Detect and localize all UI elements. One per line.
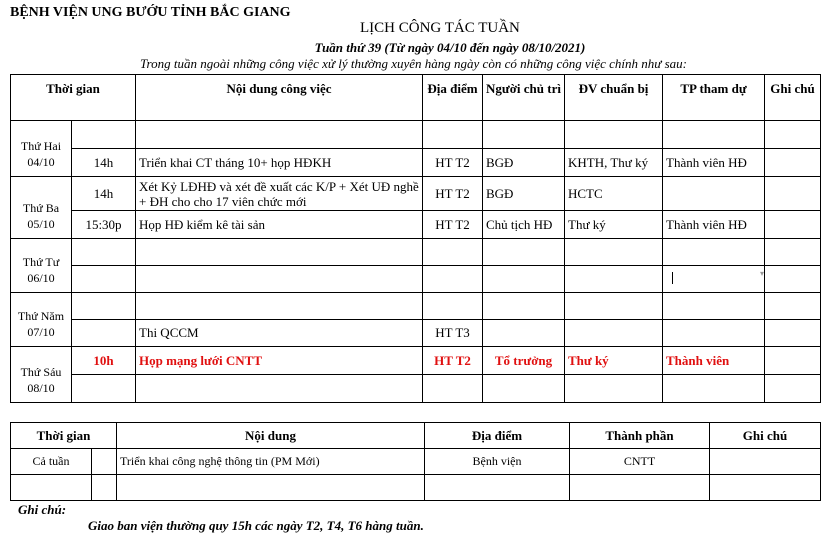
table-row bbox=[11, 449, 821, 475]
row-content: Họp HĐ kiểm kê tài sản bbox=[136, 211, 423, 239]
row-place: HT T3 bbox=[423, 320, 483, 347]
table-row bbox=[11, 475, 821, 501]
row-time: 14h bbox=[72, 149, 136, 177]
header-time: Thời gian bbox=[11, 423, 117, 449]
header-host: Người chủ trì bbox=[483, 75, 565, 121]
row-host: Tổ trưởng bbox=[483, 347, 565, 375]
row-place: HT T2 bbox=[423, 347, 483, 375]
day-tuesday: Thứ Ba 05/10 bbox=[11, 177, 72, 239]
table-row bbox=[11, 239, 821, 266]
row-time bbox=[72, 320, 136, 347]
intro-text: Trong tuần ngoài những công việc xử lý thường xuyên hàng ngày còn có những công việc chính như sau: bbox=[140, 56, 687, 71]
header-time: Thời gian bbox=[11, 75, 136, 121]
row-time: 10h bbox=[72, 347, 136, 375]
row-prep: HCTC bbox=[565, 177, 663, 211]
table-header-row bbox=[11, 423, 821, 449]
header-place: Địa điểm bbox=[423, 75, 483, 121]
row-content: Họp mạng lưới CNTT bbox=[136, 347, 423, 375]
row-attend: Thành viên HĐ bbox=[663, 149, 765, 177]
row-place: Bệnh viện bbox=[425, 449, 570, 475]
header-note: Ghi chú bbox=[710, 423, 821, 449]
other-tasks-table bbox=[10, 422, 821, 501]
row-content: Xét Kỷ LĐHĐ và xét đề xuất các K/P + Xét UĐ nghề + ĐH cho cho 17 viên chức mới bbox=[136, 177, 423, 211]
text-cursor bbox=[672, 272, 673, 284]
row-host: Chủ tịch HĐ bbox=[483, 211, 565, 239]
row-prep: Thư ký bbox=[565, 211, 663, 239]
row-host bbox=[483, 320, 565, 347]
row-place: HT T2 bbox=[423, 149, 483, 177]
dropdown-caret-icon: ▾ bbox=[760, 269, 765, 278]
row-prep: KHTH, Thư ký bbox=[565, 149, 663, 177]
table-row bbox=[11, 266, 821, 293]
row-host: BGĐ bbox=[483, 149, 565, 177]
table-row bbox=[11, 347, 821, 375]
header-content: Nội dung công việc bbox=[136, 75, 423, 121]
header-attend: TP tham dự bbox=[663, 75, 765, 121]
day-monday: Thứ Hai 04/10 bbox=[11, 121, 72, 177]
note-text: Giao ban viện thường quy 15h các ngày T2, T4, T6 hàng tuần. bbox=[88, 518, 424, 533]
header-content: Nội dung bbox=[117, 423, 425, 449]
header-member: Thành phần bbox=[570, 423, 710, 449]
table-row bbox=[11, 293, 821, 320]
row-host: BGĐ bbox=[483, 177, 565, 211]
weekly-schedule-table bbox=[10, 74, 821, 403]
day-thursday: Thứ Năm 07/10 bbox=[11, 293, 72, 347]
table-row bbox=[11, 149, 821, 177]
header-note: Ghi chú bbox=[765, 75, 821, 121]
editing-cell[interactable] bbox=[663, 266, 765, 293]
row-content: Thi QCCM bbox=[136, 320, 423, 347]
row-attend: Thành viên bbox=[663, 347, 765, 375]
row-time: Cả tuần bbox=[11, 449, 92, 475]
header-place: Địa điểm bbox=[425, 423, 570, 449]
week-range: Tuần thứ 39 (Từ ngày 04/10 đến ngày 08/10/2021) bbox=[314, 40, 586, 55]
header-prep: ĐV chuẩn bị bbox=[565, 75, 663, 121]
row-place: HT T2 bbox=[423, 211, 483, 239]
table-row bbox=[11, 121, 821, 149]
row-prep: Thư ký bbox=[565, 347, 663, 375]
row-prep bbox=[565, 320, 663, 347]
row-time: 14h bbox=[72, 177, 136, 211]
row-member: CNTT bbox=[570, 449, 710, 475]
table-row bbox=[11, 320, 821, 347]
row-attend: Thành viên HĐ bbox=[663, 211, 765, 239]
table-row bbox=[11, 211, 821, 239]
row-attend bbox=[663, 177, 765, 211]
row-attend bbox=[663, 320, 765, 347]
day-wednesday: Thứ Tư 06/10 bbox=[11, 239, 72, 293]
hospital-name: BỆNH VIỆN UNG BƯỚU TỈNH BẮC GIANG bbox=[10, 5, 291, 20]
day-friday: Thứ Sáu 08/10 bbox=[11, 347, 72, 403]
table-header-row bbox=[11, 75, 821, 121]
row-place: HT T2 bbox=[423, 177, 483, 211]
table-row bbox=[11, 177, 821, 211]
note-label: Ghi chú: bbox=[18, 502, 67, 517]
row-time: 15:30p bbox=[72, 211, 136, 239]
row-content: Triển khai CT tháng 10+ họp HĐKH bbox=[136, 149, 423, 177]
table-row bbox=[11, 375, 821, 403]
row-content: Triển khai công nghệ thông tin (PM Mới) bbox=[117, 449, 425, 475]
